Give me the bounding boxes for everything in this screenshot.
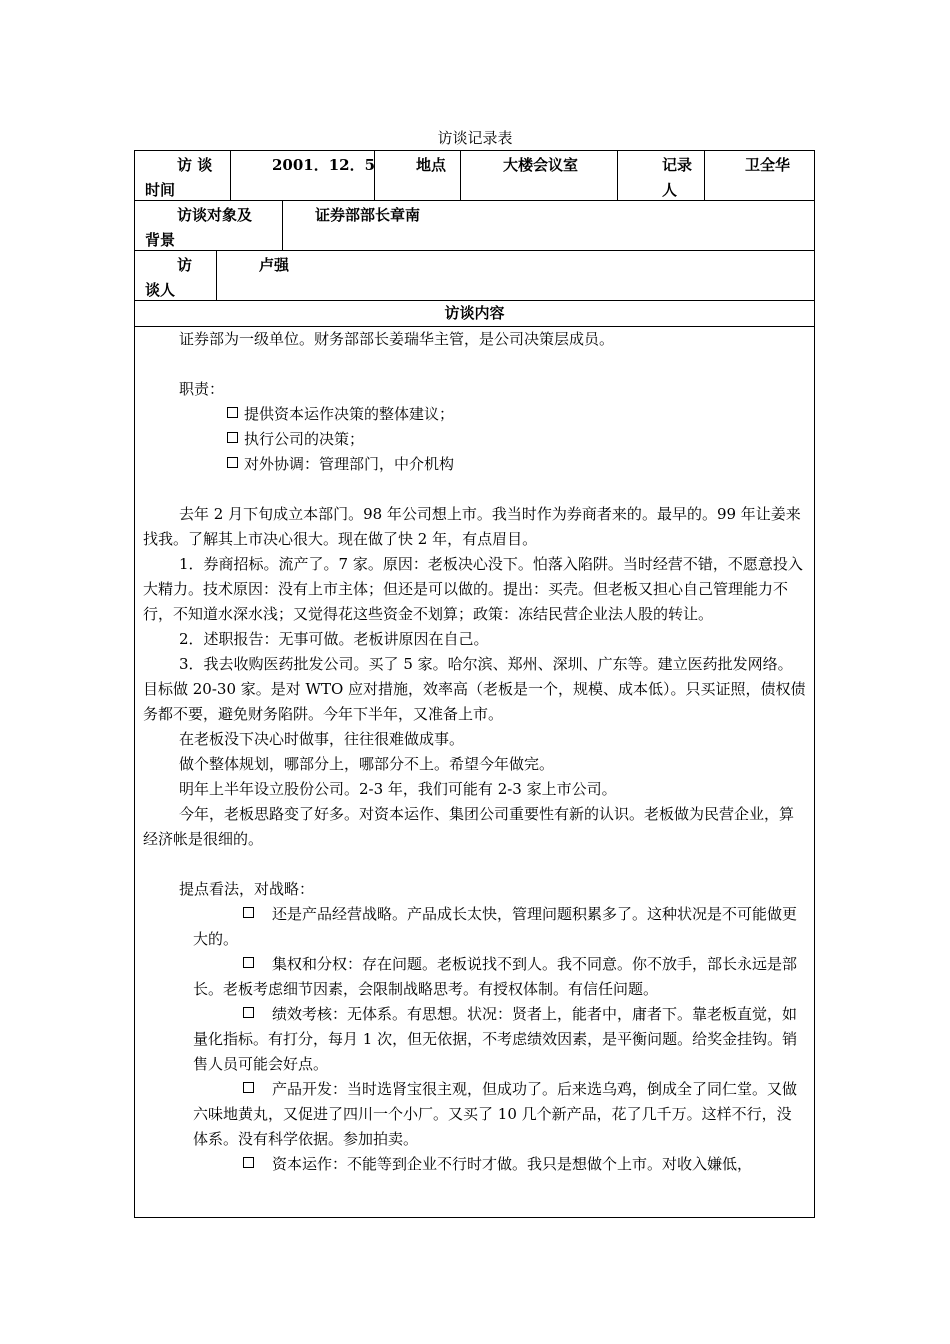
body-paragraph: 做个整体规划，哪部分上，哪部分不上。希望今年做完。 bbox=[179, 755, 555, 773]
view-item bbox=[143, 1077, 806, 1152]
place-value: 大楼会议室 bbox=[503, 156, 579, 174]
views-label: 提点看法，对战略： bbox=[179, 880, 315, 898]
interview-content bbox=[143, 327, 806, 1177]
interviewer-label-line2: 谈人 bbox=[145, 281, 176, 299]
body-paragraph: 今年，老板思路变了好多。对资本运作、集团公司重要性有新的认识。老板做为民营企业，算经济帐是很细的。 bbox=[143, 805, 795, 848]
recorder-label-line1: 记录 bbox=[662, 156, 693, 174]
date-value: 2001．12．5 bbox=[272, 156, 376, 174]
duty-item bbox=[143, 427, 806, 452]
duty-item bbox=[143, 452, 806, 477]
duty-item bbox=[143, 402, 806, 427]
subject-label-line2: 背景 bbox=[145, 231, 176, 249]
checkbox-icon bbox=[243, 1082, 254, 1093]
recorder-label-line2: 人 bbox=[662, 181, 678, 199]
interviewer-value: 卢强 bbox=[259, 256, 290, 274]
recorder-label bbox=[662, 153, 692, 203]
duty-text: 执行公司的决策； bbox=[244, 430, 365, 448]
view-item bbox=[143, 1002, 806, 1077]
date-label bbox=[145, 153, 225, 203]
body-paragraph: 在老板没下决心时做事，往往很难做成事。 bbox=[179, 730, 465, 748]
date-label-line1: 访 谈 bbox=[177, 156, 213, 174]
interviewer-label-line1: 访 bbox=[177, 256, 193, 274]
checkbox-icon bbox=[227, 407, 238, 418]
body-paragraph: 1．券商招标。流产了。7 家。原因：老板决心没下。怕落入陷阱。当时经营不错，不愿意投入大精力。技术原因：没有上市主体；但还是可以做的。提出：买壳。但老板又担心自己管理能力不行，不知道水深水浅；又觉得花这些资金不划算；政策：冻结民营企业法人股的转让。 bbox=[143, 555, 803, 623]
checkbox-icon bbox=[227, 457, 238, 468]
checkbox-icon bbox=[243, 907, 254, 918]
subject-label-line1: 访谈对象及 bbox=[177, 206, 253, 224]
date-label-line2: 时间 bbox=[145, 181, 176, 199]
place-label: 地点 bbox=[416, 156, 447, 174]
col-divider bbox=[617, 151, 618, 200]
row-divider bbox=[135, 200, 814, 201]
body-paragraph: 明年上半年设立股份公司。2-3 年，我们可能有 2-3 家上市公司。 bbox=[179, 780, 617, 798]
subject-value: 证券部部长章南 bbox=[315, 206, 421, 224]
document-title: 访谈记录表 bbox=[437, 129, 513, 147]
recorder-value: 卫全华 bbox=[745, 156, 791, 174]
view-item bbox=[143, 902, 806, 952]
body-paragraph: 2．述职报告：无事可做。老板讲原因在自己。 bbox=[179, 630, 489, 648]
col-divider bbox=[704, 151, 705, 200]
checkbox-icon bbox=[243, 1007, 254, 1018]
checkbox-icon bbox=[243, 957, 254, 968]
view-text: 资本运作：不能等到企业不行时才做。我只是想做个上市。对收入嫌低， bbox=[272, 1155, 753, 1173]
checkbox-icon bbox=[243, 1157, 254, 1168]
col-divider bbox=[216, 250, 217, 300]
view-text: 产品开发：当时选肾宝很主观，但成功了。后来选乌鸡，倒成全了同仁堂。又做六味地黄丸，又促进了四川一个小厂。又买了 10 几个新产品，花了几千万。这样不行，没体系。没有科学依据。参加拍卖。 bbox=[193, 1080, 798, 1148]
body-paragraph: 去年 2 月下旬成立本部门。98 年公司想上市。我当时作为券商者来的。最早的。99 年让姜来找我。了解其上市决心很大。现在做了快 2 年，有点眉目。 bbox=[143, 505, 801, 548]
col-divider bbox=[230, 151, 231, 200]
view-text: 还是产品经营战略。产品成长太快，管理问题积累多了。这种状况是不可能做更大的。 bbox=[193, 905, 798, 948]
col-divider bbox=[460, 151, 461, 200]
body-paragraph: 3．我去收购医药批发公司。买了 5 家。哈尔滨、郑州、深圳、广东等。建立医药批发网络。目标做 20-30 家。是对 WTO 应对措施，效率高（老板是一个，规模、成本低）。只买证照，债权债务都不要，避免财务陷阱。今年下半年，又准备上市。 bbox=[143, 655, 806, 723]
intro-paragraph: 证券部为一级单位。财务部部长姜瑞华主管，是公司决策层成员。 bbox=[179, 330, 615, 348]
interview-record-table bbox=[134, 150, 815, 1218]
interviewer-label bbox=[145, 253, 215, 303]
view-text: 绩效考核：无体系。有思想。状况：贤者上，能者中，庸者下。靠老板直觉，如量化指标。有打分，每月 1 次，但无依据，不考虑绩效因素，是平衡问题。给奖金挂钩。销售人员可能会好点。 bbox=[193, 1005, 798, 1073]
col-divider bbox=[282, 200, 283, 250]
content-heading: 访谈内容 bbox=[444, 304, 505, 322]
view-text: 集权和分权：存在问题。老板说找不到人。我不同意。你不放手，部长永远是部长。老板考虑细节因素，会限制战略思考。有授权体制。有信任问题。 bbox=[193, 955, 798, 998]
duty-text: 提供资本运作决策的整体建议； bbox=[244, 405, 455, 423]
checkbox-icon bbox=[227, 432, 238, 443]
view-item bbox=[143, 1152, 806, 1177]
view-item bbox=[143, 952, 806, 1002]
duty-text: 对外协调：管理部门，中介机构 bbox=[244, 455, 455, 473]
duties-label: 职责： bbox=[179, 380, 225, 398]
subject-label bbox=[145, 203, 281, 253]
